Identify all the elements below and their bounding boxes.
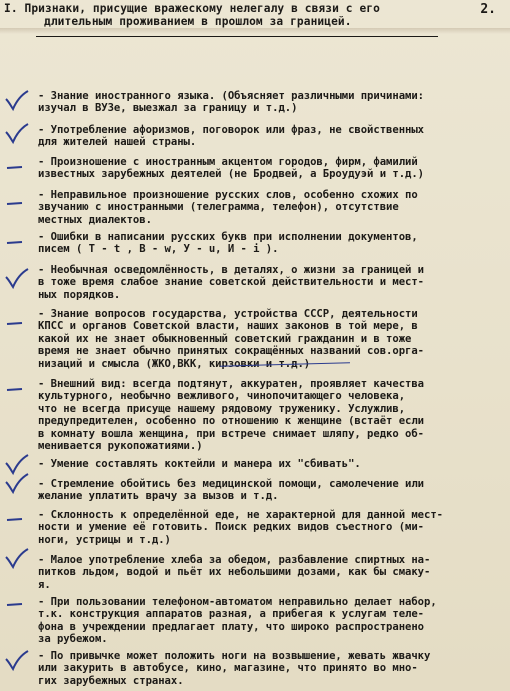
page-number: 2. [480, 2, 496, 17]
list-item: - Употребление афоризмов, поговорок или фраз, не свойственных для жителей нашей страны. [38, 124, 425, 149]
list-item: - Ошибки в написании русских букв при исполнении документов, писем ( Т - t , В - w, У - u, И - i ). [38, 231, 418, 256]
handwritten-dash-icon [4, 510, 30, 532]
list-item: - Неправильное произношение русских слов, особенно схожих по звучанию с иностранными (телеграмма, телефон), отсутствие местных диалектов. [38, 189, 418, 226]
list-item: - Умение составлять коктейли и манера их "сбивать". [38, 458, 361, 470]
handwritten-check-icon [4, 90, 30, 112]
handwritten-dash-icon [4, 194, 30, 216]
handwritten-check-icon [4, 123, 30, 145]
paper-fold-shadow [0, 28, 510, 34]
handwritten-check-icon [4, 268, 30, 290]
list-item: - При пользовании телефоном-автоматом неправильно делает набор, т.к. конструкция аппаратов разная, а прибегая к услугам теле- фона в учреждении предлагает плату, что широко распространено за рубежом. [38, 596, 437, 646]
list-item: - Необычная осведомлённость, в деталях, о жизни за границей и в тоже время слабое знание советской действительности и мест- ных порядков. [38, 264, 425, 301]
handwritten-dash-icon [4, 595, 30, 617]
handwritten-dash-icon [4, 380, 30, 402]
list-item: - Склонность к определённой еде, не характерной для данной мест- ности и умение её готовить. Поиск редких видов съестного (ми- ноги, устрицы и т.д.) [38, 509, 443, 546]
section-heading [4, 2, 444, 28]
list-item: - Знание вопросов государства, устройства СССР, деятельности КПСС и органов Советской власти, наших законов в той мере, в какой их не знает обыкновенный советский гражданин и в тоже время не знает обычно принятых сокращённых названий сов.орга- низаций и смысла (ЖКО,ВКК, кирзовки и т.д.) [38, 308, 425, 370]
heading-line-1: I. Признаки, присущие вражескому нелегалу в связи с его [4, 2, 380, 15]
list-item: - Малое употребление хлеба за обедом, разбавление спиртных на- питков льдом, водой и пьёт их небольшими дозами, как бы смаку- я. [38, 554, 431, 591]
handwritten-check-icon [4, 548, 30, 570]
list-item: - Знание иностранного языка. (Объясняет различными причинами: изучал в ВУЗе, выезжал за границу и т.д.) [38, 90, 425, 115]
heading-underline [36, 36, 438, 37]
handwritten-dash-icon [4, 158, 30, 180]
list-item: - По привычке может положить ноги на возвышение, жевать жвачку или закурить в автобусе, кино, магазине, что принято во мно- гих зарубежных странах. [38, 650, 431, 687]
heading-line-2: длительным проживанием в прошлом за границей. [44, 15, 352, 28]
handwritten-check-icon [4, 650, 30, 672]
handwritten-dash-icon [4, 233, 30, 255]
list-item: - Стремление обойтись без медицинской помощи, самолечение или желание уплатить врачу за вызов и т.д. [38, 478, 425, 503]
list-item: - Внешний вид: всегда подтянут, аккуратен, проявляет качества культурного, необычно вежливого, чинопочитающего человека, что не всегда присуще нашему рядовому труженику. Услужлив, предупредителен, особенно по отношению к женщине (встаёт если в комнату вошла женщина, при встрече снимает шляпу, редко об- менивается рукопожатиями.) [38, 378, 425, 453]
handwritten-check-icon [4, 473, 30, 495]
handwritten-dash-icon [4, 314, 30, 336]
list-item: - Произношение с иностранным акцентом городов, фирм, фамилий известных зарубежных деятелей (не Бродвей, а Броудуэй и т.д.) [38, 156, 425, 181]
